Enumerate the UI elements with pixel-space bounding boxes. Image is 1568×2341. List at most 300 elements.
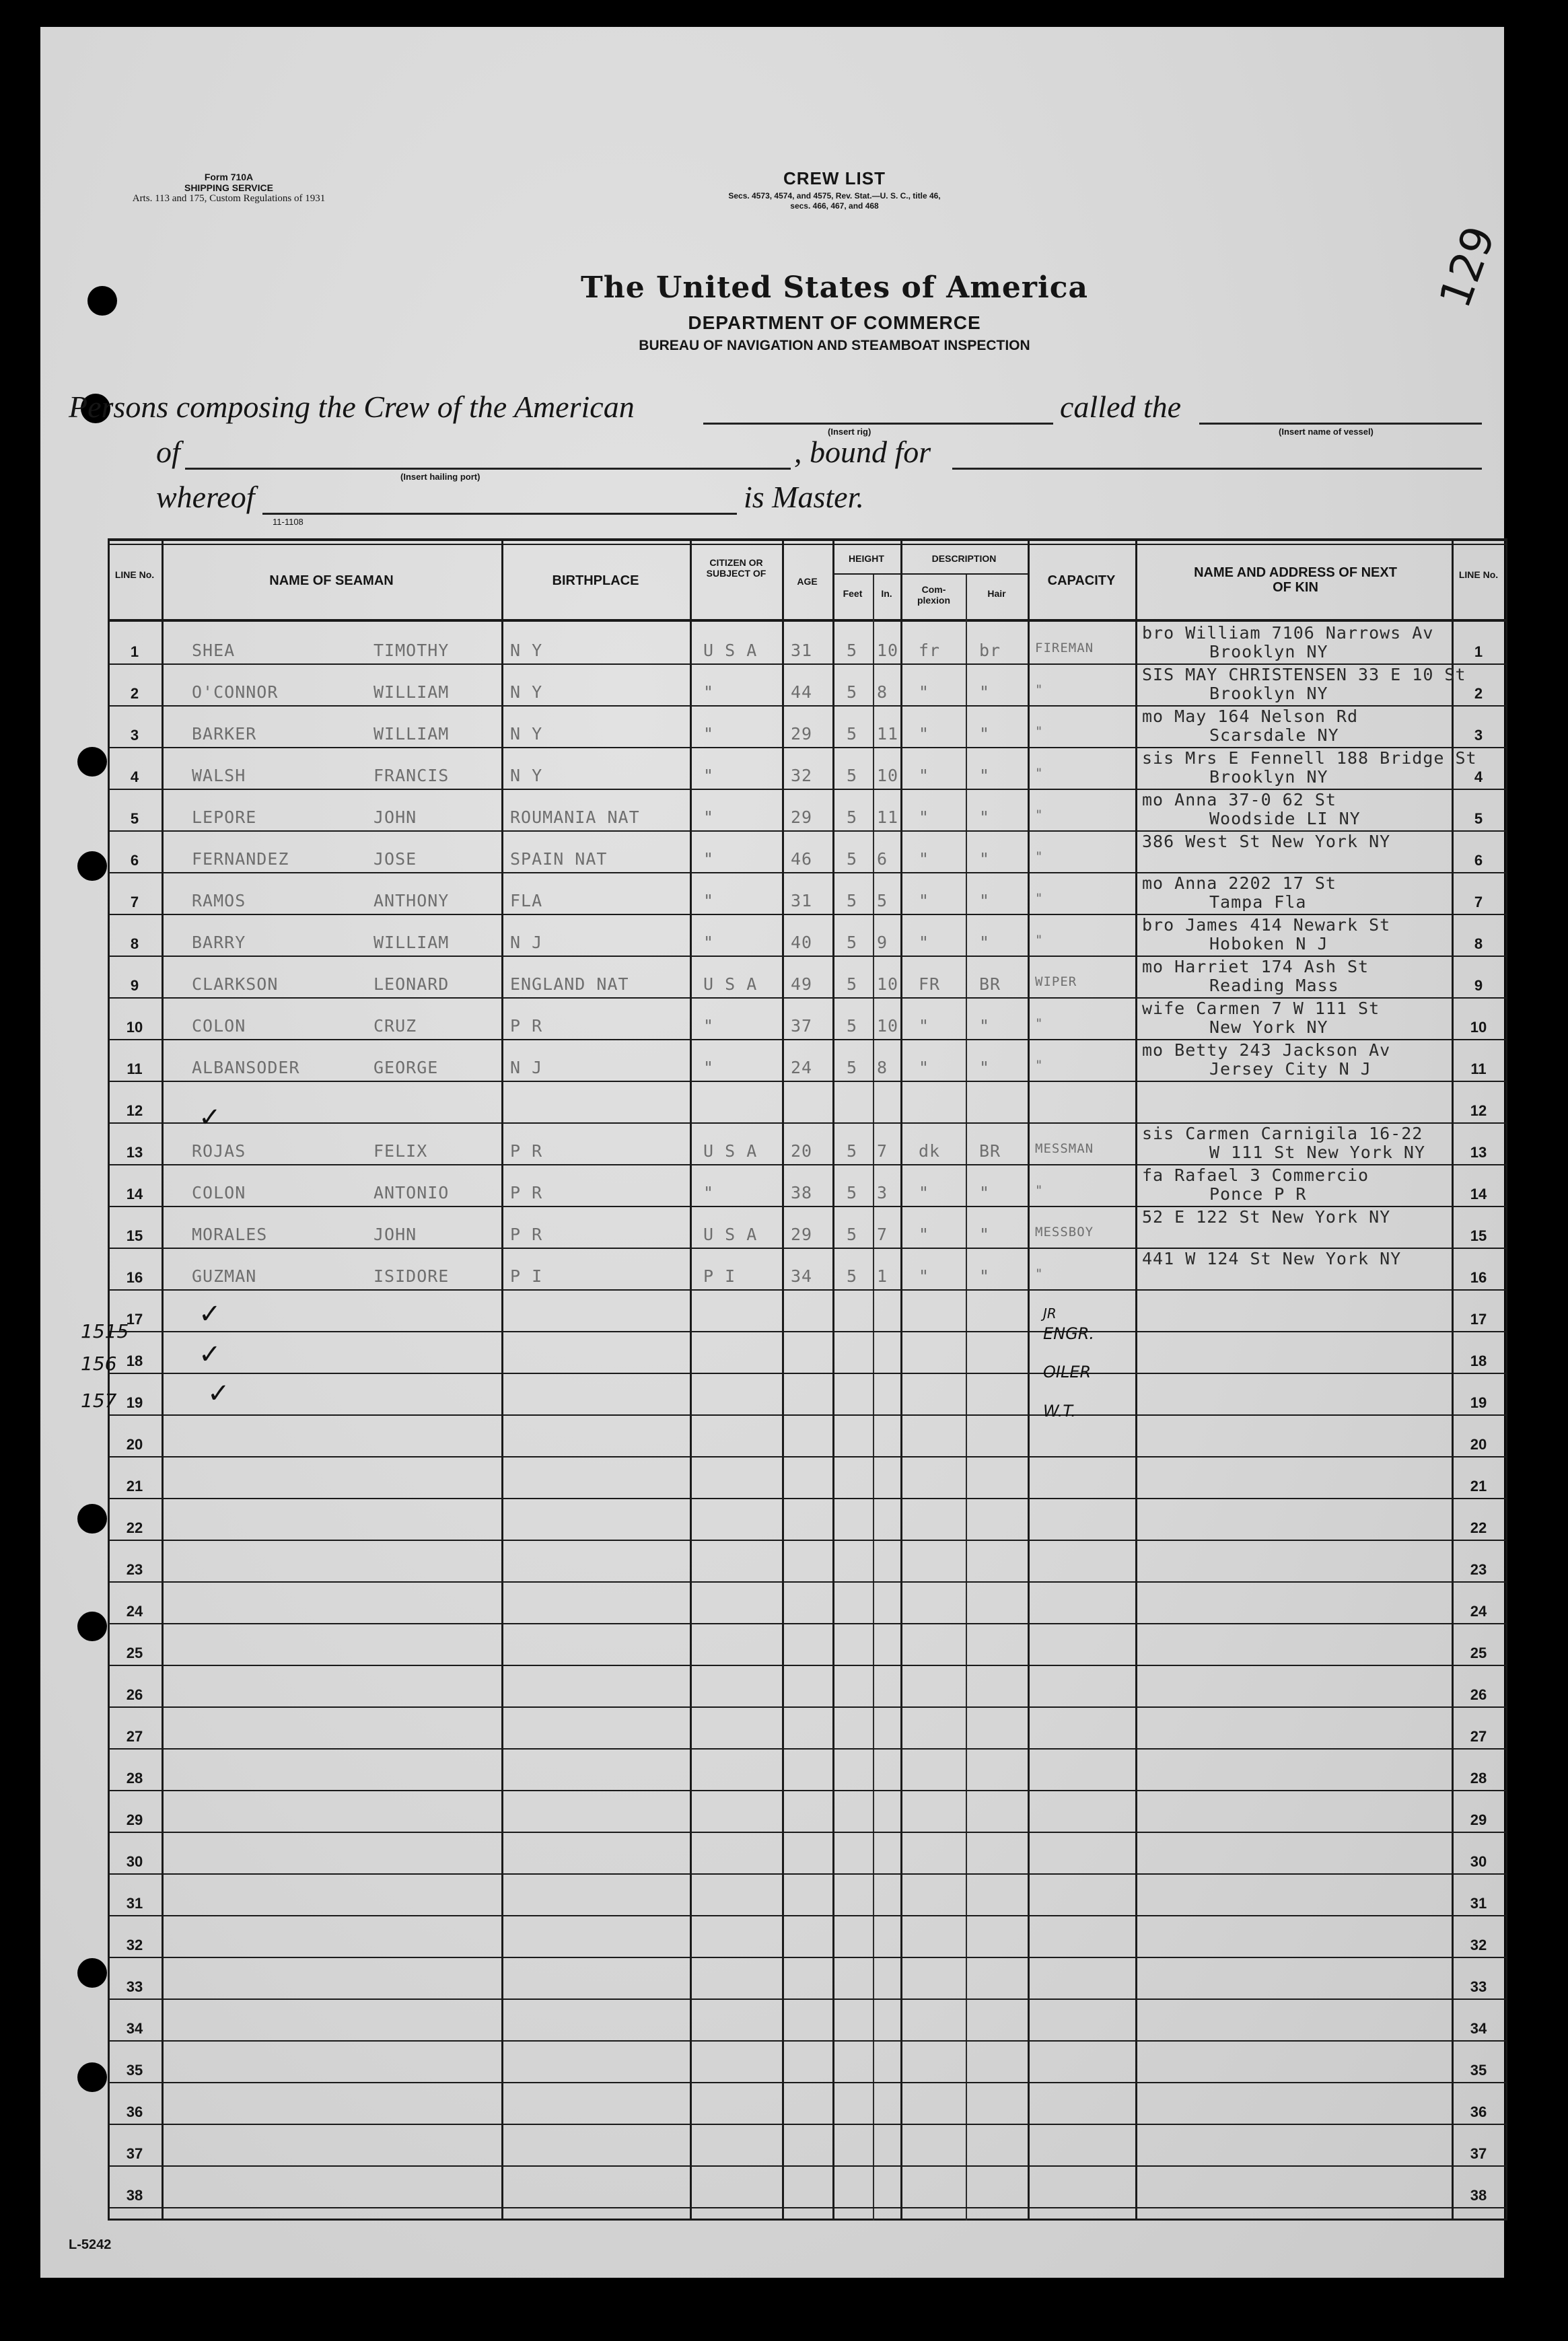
line-number: 2 — [130, 685, 139, 702]
form-service: SHIPPING SERVICE — [184, 182, 273, 193]
intro-of: of — [156, 435, 180, 469]
line-number: 10 — [126, 1019, 143, 1036]
seaman-height-feet: 5 — [847, 891, 858, 910]
seaman-surname: COLON — [192, 1183, 246, 1202]
line-number-right: 6 — [1474, 852, 1483, 869]
seaman-birthplace: N J — [510, 1058, 543, 1077]
seaman-surname: GUZMAN — [192, 1266, 257, 1286]
seaman-height-inches: 8 — [877, 1058, 888, 1077]
seaman-surname: FERNANDEZ — [192, 849, 289, 869]
seaman-hair: " — [979, 849, 991, 869]
next-of-kin-line-2: Hoboken N J — [1209, 934, 1328, 953]
next-of-kin-line-2: New York NY — [1209, 1017, 1328, 1037]
seaman-height-feet: 5 — [847, 766, 858, 785]
header-hair: Hair — [987, 588, 1006, 599]
seaman-age: 38 — [791, 1183, 813, 1202]
seaman-age: 34 — [791, 1266, 813, 1286]
seaman-capacity: " — [1035, 682, 1044, 697]
line-number-right: 25 — [1470, 1645, 1487, 1661]
header-capacity: CAPACITY — [1047, 573, 1116, 588]
seaman-hair: " — [979, 1058, 991, 1077]
seaman-age: 46 — [791, 849, 813, 869]
seaman-height-inches: 1 — [877, 1266, 888, 1286]
line-number: 17 — [126, 1311, 143, 1328]
seaman-height-feet: 5 — [847, 1141, 858, 1161]
seaman-height-inches: 11 — [877, 807, 899, 827]
seaman-height-feet: 5 — [847, 724, 858, 744]
punch-hole — [77, 1504, 107, 1534]
line-number-right: 23 — [1470, 1561, 1487, 1578]
seaman-given-name: JOHN — [373, 1225, 417, 1244]
seaman-age: 49 — [791, 974, 813, 994]
line-number: 15 — [126, 1227, 143, 1244]
line-number: 30 — [126, 1853, 143, 1870]
line-number: 1 — [130, 643, 139, 660]
row-rule — [108, 1456, 1507, 1457]
seaman-birthplace: ROUMANIA NAT — [510, 807, 640, 827]
seaman-capacity: " — [1035, 724, 1044, 739]
seaman-hair: " — [979, 1266, 991, 1286]
seaman-height-feet: 5 — [847, 1016, 858, 1036]
line-number-right: 33 — [1470, 1978, 1487, 1995]
seaman-citizenship: " — [703, 1183, 715, 1202]
seaman-age: 20 — [791, 1141, 813, 1161]
crew-table — [81, 538, 1507, 2221]
row-rule — [108, 1081, 1507, 1082]
row-rule — [108, 1790, 1507, 1791]
seaman-complexion: " — [919, 933, 930, 952]
line-number: 22 — [126, 1519, 143, 1536]
line-number: 26 — [126, 1686, 143, 1703]
line-number-right: 18 — [1470, 1353, 1487, 1369]
row-rule — [108, 1581, 1507, 1583]
handwritten-capacity-19: W.T. — [1043, 1402, 1076, 1420]
line-number: 28 — [126, 1770, 143, 1787]
seaman-hair: " — [979, 1183, 991, 1202]
seaman-height-feet: 5 — [847, 1058, 858, 1077]
seaman-citizenship: " — [703, 933, 715, 952]
seaman-citizenship: " — [703, 682, 715, 702]
header-line-no: LINE No. — [114, 569, 155, 580]
statutes — [619, 191, 1050, 211]
seaman-height-inches: 10 — [877, 1016, 899, 1036]
header-description: DESCRIPTION — [931, 553, 997, 564]
intro-persons: Persons composing the Crew of the American — [69, 390, 635, 424]
line-number-right: 13 — [1470, 1144, 1487, 1161]
next-of-kin-line-2: Tampa Fla — [1209, 892, 1307, 912]
line-number: 29 — [126, 1811, 143, 1828]
next-of-kin-line-1: bro William 7106 Narrows Av — [1142, 623, 1434, 643]
insert-port-hint: (Insert hailing port) — [400, 472, 480, 482]
next-of-kin-line-1: SIS MAY CHRISTENSEN 33 E 10 St — [1142, 665, 1466, 684]
line-number-right: 1 — [1474, 643, 1483, 660]
seaman-capacity: MESSBOY — [1035, 1225, 1094, 1239]
seaman-surname: BARRY — [192, 933, 246, 952]
next-of-kin-line-2: W 111 St New York NY — [1209, 1143, 1426, 1162]
row-rule — [108, 1665, 1507, 1666]
line-number: 12 — [126, 1102, 143, 1119]
seaman-birthplace: N Y — [510, 724, 543, 744]
seaman-height-feet: 5 — [847, 1266, 858, 1286]
line-number: 32 — [126, 1937, 143, 1953]
line-number: 18 — [126, 1353, 143, 1369]
statutes-line-1: Secs. 4573, 4574, and 4575, Rev. Stat.—U. S. C., title 46, — [728, 191, 941, 201]
line-number: 7 — [130, 894, 139, 910]
header-height: HEIGHT — [849, 553, 884, 564]
seaman-citizenship: " — [703, 766, 715, 785]
handwritten-capacity-17b: ENGR. — [1043, 1324, 1095, 1343]
seaman-age: 37 — [791, 1016, 813, 1036]
header-birthplace: BIRTHPLACE — [552, 573, 639, 588]
seaman-age: 31 — [791, 641, 813, 660]
line-number-right: 31 — [1470, 1895, 1487, 1912]
next-of-kin-line-1: wife Carmen 7 W 111 St — [1142, 999, 1380, 1018]
seaman-birthplace: N Y — [510, 682, 543, 702]
line-number-right: 27 — [1470, 1728, 1487, 1745]
seaman-hair: " — [979, 807, 991, 827]
vessel-fill-line — [1199, 423, 1482, 425]
seaman-age: 44 — [791, 682, 813, 702]
line-number-right: 12 — [1470, 1102, 1487, 1119]
crew-list-sheet — [40, 27, 1504, 2278]
line-number-right: 22 — [1470, 1519, 1487, 1536]
next-of-kin-line-1: mo May 164 Nelson Rd — [1142, 707, 1359, 726]
bureau-heading: BUREAU OF NAVIGATION AND STEAMBOAT INSPECTION — [639, 338, 1030, 353]
seaman-given-name: FRANCIS — [373, 766, 450, 785]
country-heading: The United States of America — [580, 271, 1089, 305]
header-line-no-right: LINE No. — [1458, 569, 1499, 580]
seaman-given-name: WILLIAM — [373, 724, 450, 744]
punch-hole — [77, 1958, 107, 1988]
next-of-kin-line-2: Brooklyn NY — [1209, 767, 1328, 787]
seaman-surname: RAMOS — [192, 891, 246, 910]
seaman-hair: BR — [979, 1141, 1001, 1161]
seaman-citizenship: U S A — [703, 641, 758, 660]
seaman-hair: " — [979, 724, 991, 744]
line-number: 36 — [126, 2103, 143, 2120]
col-rule — [1135, 538, 1137, 2221]
check-mark: ✓ — [199, 1339, 221, 1370]
line-number: 31 — [126, 1895, 143, 1912]
seaman-height-inches: 10 — [877, 641, 899, 660]
line-number-right: 29 — [1470, 1811, 1487, 1828]
col-rule — [690, 538, 692, 2221]
seaman-surname: CLARKSON — [192, 974, 279, 994]
port-fill-line — [185, 468, 791, 470]
seaman-birthplace: N Y — [510, 766, 543, 785]
seaman-complexion: fr — [919, 641, 941, 660]
seaman-surname: MORALES — [192, 1225, 268, 1244]
line-number: 3 — [130, 727, 139, 744]
line-number-right: 9 — [1474, 977, 1483, 994]
line-number-right: 10 — [1470, 1019, 1487, 1036]
seaman-height-inches: 7 — [877, 1225, 888, 1244]
seaman-birthplace: FLA — [510, 891, 543, 910]
seaman-capacity: " — [1035, 807, 1044, 822]
header-next-of-kin: NAME AND ADDRESS OF NEXT OF KIN — [1194, 565, 1397, 595]
seaman-hair: " — [979, 1225, 991, 1244]
seaman-complexion: " — [919, 1225, 930, 1244]
line-number-right: 3 — [1474, 727, 1483, 744]
seaman-birthplace: P R — [510, 1016, 543, 1036]
line-number-right: 32 — [1470, 1937, 1487, 1953]
seaman-capacity: MESSMAN — [1035, 1141, 1094, 1156]
col-rule — [1452, 538, 1454, 2221]
punch-hole — [77, 2062, 107, 2092]
next-of-kin-line-2: Woodside LI NY — [1209, 809, 1361, 828]
seaman-surname: LEPORE — [192, 807, 257, 827]
seaman-height-inches: 8 — [877, 682, 888, 702]
col-rule — [966, 573, 967, 2221]
seaman-citizenship: U S A — [703, 1141, 758, 1161]
handwritten-capacity-18: OILER — [1043, 1363, 1092, 1381]
seaman-complexion: " — [919, 1183, 930, 1202]
intro-called-the: called the — [1060, 390, 1182, 424]
line-number: 23 — [126, 1561, 143, 1578]
col-rule — [501, 538, 503, 2221]
handwritten-line-19: 157 — [81, 1390, 117, 1412]
seaman-age: 29 — [791, 724, 813, 744]
seaman-citizenship: " — [703, 724, 715, 744]
seaman-citizenship: " — [703, 1016, 715, 1036]
seaman-age: 29 — [791, 807, 813, 827]
seaman-given-name: ISIDORE — [373, 1266, 450, 1286]
line-number: 8 — [130, 935, 139, 952]
next-of-kin-line-1: mo Harriet 174 Ash St — [1142, 957, 1369, 976]
seaman-age: 32 — [791, 766, 813, 785]
next-of-kin-line-1: 441 W 124 St New York NY — [1142, 1249, 1402, 1268]
seaman-capacity: " — [1035, 1016, 1044, 1031]
next-of-kin-line-2: Jersey City N J — [1209, 1059, 1371, 1079]
footer-code: L-5242 — [69, 2237, 112, 2252]
line-number-right: 14 — [1470, 1186, 1487, 1202]
table-bottom-rule — [108, 2219, 1507, 2221]
check-mark: ✓ — [199, 1299, 221, 1330]
line-number: 9 — [130, 977, 139, 994]
seaman-hair: " — [979, 1016, 991, 1036]
seaman-age: 24 — [791, 1058, 813, 1077]
seaman-height-inches: 7 — [877, 1141, 888, 1161]
line-number-right: 34 — [1470, 2020, 1487, 2037]
line-number-right: 19 — [1470, 1394, 1487, 1411]
seaman-capacity: " — [1035, 1183, 1044, 1198]
seaman-hair: BR — [979, 974, 1001, 994]
col-rule — [1028, 538, 1030, 2221]
next-of-kin-line-2: Scarsdale NY — [1209, 725, 1339, 745]
seaman-surname: ROJAS — [192, 1141, 246, 1161]
seaman-given-name: FELIX — [373, 1141, 428, 1161]
line-number-right: 36 — [1470, 2103, 1487, 2120]
seaman-complexion: dk — [919, 1141, 941, 1161]
punch-hole — [87, 286, 117, 316]
header-complexion: Com-plexion — [917, 584, 950, 606]
line-number-right: 15 — [1470, 1227, 1487, 1244]
next-of-kin-line-2: Brooklyn NY — [1209, 642, 1328, 661]
col-rule — [782, 538, 784, 2221]
seaman-height-inches: 9 — [877, 933, 888, 952]
seaman-height-inches: 10 — [877, 766, 899, 785]
check-mark: ✓ — [199, 1102, 221, 1133]
seaman-surname: WALSH — [192, 766, 246, 785]
header-citizen: CITIZEN OR SUBJECT OF — [706, 557, 767, 579]
seaman-complexion: " — [919, 807, 930, 827]
seaman-given-name: JOHN — [373, 807, 417, 827]
seaman-height-feet: 5 — [847, 1225, 858, 1244]
seaman-birthplace: P R — [510, 1183, 543, 1202]
seaman-given-name: ANTHONY — [373, 891, 450, 910]
seaman-citizenship: P I — [703, 1266, 736, 1286]
seaman-hair: " — [979, 766, 991, 785]
col-rule — [162, 538, 164, 2221]
seaman-citizenship: U S A — [703, 974, 758, 994]
col-rule — [873, 573, 874, 2221]
seaman-birthplace: P I — [510, 1266, 543, 1286]
insert-rig-hint: (Insert rig) — [828, 427, 871, 437]
line-number: 34 — [126, 2020, 143, 2037]
col-rule — [1505, 538, 1507, 2221]
insert-vessel-hint: (Insert name of vessel) — [1279, 427, 1374, 437]
seaman-given-name: WILLIAM — [373, 933, 450, 952]
line-number-right: 20 — [1470, 1436, 1487, 1453]
table-top-rule-inner — [108, 544, 1507, 545]
form-articles: Arts. 113 and 175, Custom Regulations of 1931 — [132, 193, 326, 204]
form-identifier — [67, 172, 390, 204]
line-number-right: 38 — [1470, 2187, 1487, 2204]
next-of-kin-line-1: 386 West St New York NY — [1142, 832, 1391, 851]
seaman-given-name: JOSE — [373, 849, 417, 869]
statutes-line-2: secs. 466, 467, and 468 — [790, 201, 879, 211]
seaman-height-feet: 5 — [847, 1183, 858, 1202]
row-rule — [108, 1998, 1507, 2000]
seaman-complexion: " — [919, 766, 930, 785]
seaman-hair: " — [979, 682, 991, 702]
seaman-birthplace: ENGLAND NAT — [510, 974, 629, 994]
seaman-height-inches: 11 — [877, 724, 899, 744]
seaman-birthplace: N J — [510, 933, 543, 952]
line-number-right: 24 — [1470, 1603, 1487, 1620]
handwritten-line-18: 156 — [81, 1353, 117, 1375]
seaman-citizenship: " — [703, 849, 715, 869]
next-of-kin-line-2: Reading Mass — [1209, 976, 1339, 995]
row-rule — [108, 2040, 1507, 2042]
col-rule — [832, 538, 834, 2221]
next-of-kin-line-1: mo Anna 37-0 62 St — [1142, 790, 1337, 809]
line-number-right: 35 — [1470, 2062, 1487, 2079]
row-rule — [108, 2082, 1507, 2083]
line-number-right: 17 — [1470, 1311, 1487, 1328]
header-bottom-rule — [108, 619, 1507, 622]
row-rule — [108, 2207, 1507, 2208]
seaman-citizenship: " — [703, 807, 715, 827]
seaman-height-feet: 5 — [847, 849, 858, 869]
header-inches: In. — [881, 588, 892, 599]
seaman-capacity: " — [1035, 891, 1044, 906]
seaman-given-name: LEONARD — [373, 974, 450, 994]
line-number-right: 2 — [1474, 685, 1483, 702]
handwritten-capacity-17a: JR — [1043, 1305, 1057, 1322]
seaman-height-feet: 5 — [847, 807, 858, 827]
intro-whereof: whereof — [156, 480, 255, 514]
handwritten-page-number: 129 — [1430, 219, 1505, 315]
form-number: Form 710A — [204, 172, 254, 182]
row-rule — [108, 2165, 1507, 2167]
seaman-citizenship: " — [703, 891, 715, 910]
master-fill-line — [262, 513, 737, 515]
punch-hole — [77, 1612, 107, 1641]
crew-list-title: CREW LIST — [783, 168, 886, 188]
row-rule — [108, 1957, 1507, 1958]
seaman-birthplace: N Y — [510, 641, 543, 660]
seaman-citizenship: U S A — [703, 1225, 758, 1244]
row-rule — [108, 1414, 1507, 1416]
line-number: 13 — [126, 1144, 143, 1161]
line-number: 21 — [126, 1478, 143, 1494]
next-of-kin-line-1: mo Betty 243 Jackson Av — [1142, 1040, 1391, 1060]
line-number-right: 21 — [1470, 1478, 1487, 1494]
seaman-capacity: " — [1035, 1058, 1044, 1073]
row-rule — [108, 2124, 1507, 2125]
seaman-capacity: WIPER — [1035, 974, 1077, 989]
seaman-birthplace: P R — [510, 1225, 543, 1244]
col-rule — [108, 538, 110, 2221]
rig-fill-line — [703, 423, 1053, 425]
line-number-right: 28 — [1470, 1770, 1487, 1787]
next-of-kin-line-1: fa Rafael 3 Commercio — [1142, 1165, 1369, 1185]
line-number: 16 — [126, 1269, 143, 1286]
seaman-birthplace: SPAIN NAT — [510, 849, 608, 869]
line-number: 19 — [126, 1394, 143, 1411]
seaman-height-feet: 5 — [847, 933, 858, 952]
line-number-right: 5 — [1474, 810, 1483, 827]
row-rule — [108, 1915, 1507, 1916]
line-number-right: 7 — [1474, 894, 1483, 910]
line-number-right: 11 — [1470, 1060, 1487, 1077]
seaman-age: 29 — [791, 1225, 813, 1244]
line-number: 25 — [126, 1645, 143, 1661]
next-of-kin-line-1: bro James 414 Newark St — [1142, 915, 1391, 935]
line-number: 35 — [126, 2062, 143, 2079]
header-feet: Feet — [843, 588, 863, 599]
line-number: 11 — [127, 1060, 143, 1077]
line-number: 33 — [126, 1978, 143, 1995]
seaman-surname: O'CONNOR — [192, 682, 279, 702]
intro-is-master: is Master. — [744, 480, 864, 514]
next-of-kin-line-1: sis Mrs E Fennell 188 Bridge St — [1142, 748, 1477, 768]
seaman-given-name: TIMOTHY — [373, 641, 450, 660]
seaman-capacity: " — [1035, 933, 1044, 947]
seaman-complexion: " — [919, 1016, 930, 1036]
seaman-height-feet: 5 — [847, 974, 858, 994]
line-number: 38 — [126, 2187, 143, 2204]
seaman-capacity: " — [1035, 1266, 1044, 1281]
line-number: 4 — [130, 768, 139, 785]
seaman-age: 40 — [791, 933, 813, 952]
line-number-right: 8 — [1474, 935, 1483, 952]
destination-fill-line — [952, 468, 1482, 470]
line-number: 20 — [126, 1436, 143, 1453]
line-number: 5 — [130, 810, 139, 827]
line-number: 37 — [126, 2145, 143, 2162]
seaman-complexion: " — [919, 891, 930, 910]
seaman-height-inches: 10 — [877, 974, 899, 994]
punch-hole — [77, 851, 107, 881]
seaman-complexion: " — [919, 849, 930, 869]
seaman-hair: br — [979, 641, 1001, 660]
col-rule — [900, 538, 902, 2221]
seaman-surname: BARKER — [192, 724, 257, 744]
seaman-height-inches: 3 — [877, 1183, 888, 1202]
line-number: 6 — [130, 852, 139, 869]
